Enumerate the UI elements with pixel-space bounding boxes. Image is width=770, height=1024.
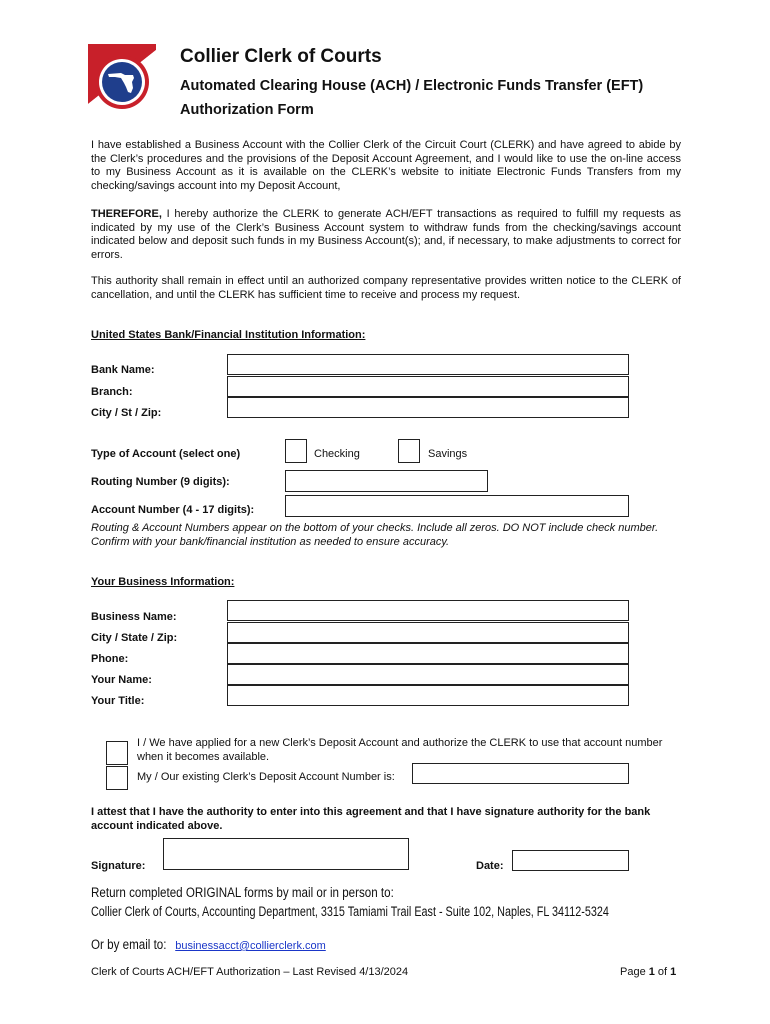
return-instructions: Return completed ORIGINAL forms by mail or in person to: xyxy=(91,885,394,900)
your-title-label: Your Title: xyxy=(91,695,145,707)
bank-section-title: United States Bank/Financial Institution Information: xyxy=(91,329,366,341)
existing-account-text: My / Our existing Clerk’s Deposit Account Number is: xyxy=(137,771,395,783)
authorization-text: I hereby authorize the CLERK to generate ACH/EFT transactions as required to fulfill my requests as indicated by my use of the Clerk’s Business Account system to withdraw funds from the checking/savings account indicated below and deposit such funds in my Business Account(s); and, if necessary, to make adjustments to correct for errors. xyxy=(91,208,681,261)
business-name-label: Business Name: xyxy=(91,611,177,623)
account-number-label: Account Number (4 - 17 digits): xyxy=(91,504,255,516)
signature-field[interactable] xyxy=(163,838,409,870)
business-city-field[interactable] xyxy=(227,622,629,643)
numbers-note-2: Confirm with your bank/financial institution as needed to ensure accuracy. xyxy=(91,536,450,548)
of-word: of xyxy=(654,966,671,978)
new-account-text: I / We have applied for a new Clerk’s Deposit Account and authorize the CLERK to use that account number when it becomes available. xyxy=(137,737,663,763)
attestation-text: I attest that I have the authority to enter into this agreement and that I have signature authority for the bank account indicated above. xyxy=(91,806,651,832)
email-link[interactable]: businessacct@collierclerk.com xyxy=(175,940,326,952)
bank-name-label: Bank Name: xyxy=(91,364,155,376)
business-city-label: City / State / Zip: xyxy=(91,632,178,644)
phone-field[interactable] xyxy=(227,643,629,664)
numbers-note-1: Routing & Account Numbers appear on the bottom of your checks. Include all zeros. DO NOT include check number. xyxy=(91,522,659,534)
email-line xyxy=(91,936,326,954)
bank-name-field[interactable] xyxy=(227,354,629,375)
existing-account-number-field[interactable] xyxy=(412,763,629,784)
clerk-seal-logo xyxy=(88,44,156,116)
intro-paragraph: I have established a Business Account with the Collier Clerk of the Circuit Court (CLERK) and have agreed to abide by the Clerk’s procedures and the provisions of the Deposit Account Agreement, and I would like to use the on-line access to my Business Account as it is available on the CLERK’s website to initiate Electronic Funds Transfers from my checking/savings account into my Deposit Account, xyxy=(91,139,681,192)
account-type-label: Type of Account (select one) xyxy=(91,448,241,460)
page-number: 1 xyxy=(648,966,655,978)
branch-field[interactable] xyxy=(227,376,629,397)
page-indicator xyxy=(620,966,676,978)
return-address: Collier Clerk of Courts, Accounting Department, 3315 Tamiami Trail East - Suite 102, Naples, FL 34112-5324 xyxy=(91,904,609,919)
org-title: Collier Clerk of Courts xyxy=(180,46,382,67)
account-number-field[interactable] xyxy=(285,495,629,517)
your-title-field[interactable] xyxy=(227,685,629,706)
existing-account-checkbox[interactable] xyxy=(106,766,128,790)
branch-label: Branch: xyxy=(91,386,133,398)
authorization-paragraph xyxy=(91,208,681,262)
bank-city-field[interactable] xyxy=(227,397,629,418)
page-total: 1 xyxy=(670,966,677,978)
savings-label: Savings xyxy=(428,448,468,460)
your-name-field[interactable] xyxy=(227,664,629,685)
routing-label: Routing Number (9 digits): xyxy=(91,476,230,488)
signature-label: Signature: xyxy=(91,860,146,872)
email-prefix: Or by email to: xyxy=(91,937,167,952)
your-name-label: Your Name: xyxy=(91,674,152,686)
phone-label: Phone: xyxy=(91,653,129,665)
form-title: Authorization Form xyxy=(180,102,314,118)
therefore-lead: THEREFORE, xyxy=(91,208,162,220)
checking-checkbox[interactable] xyxy=(285,439,307,463)
business-name-field[interactable] xyxy=(227,600,629,621)
routing-number-field[interactable] xyxy=(285,470,488,492)
bank-city-label: City / St / Zip: xyxy=(91,407,162,419)
business-section-title: Your Business Information: xyxy=(91,576,235,588)
checking-label: Checking xyxy=(314,448,360,460)
date-field[interactable] xyxy=(512,850,629,871)
page-word: Page xyxy=(620,966,649,978)
savings-checkbox[interactable] xyxy=(398,439,420,463)
new-account-checkbox[interactable] xyxy=(106,741,128,765)
duration-paragraph: This authority shall remain in effect until an authorized company representative provides written notice to the CLERK of cancellation, and until the CLERK has sufficient time to receive and process my request. xyxy=(91,275,681,301)
form-subtitle: Automated Clearing House (ACH) / Electronic Funds Transfer (EFT) xyxy=(180,78,644,94)
footer-revision: Clerk of Courts ACH/EFT Authorization – Last Revised 4/13/2024 xyxy=(91,966,409,978)
date-label: Date: xyxy=(476,860,504,872)
